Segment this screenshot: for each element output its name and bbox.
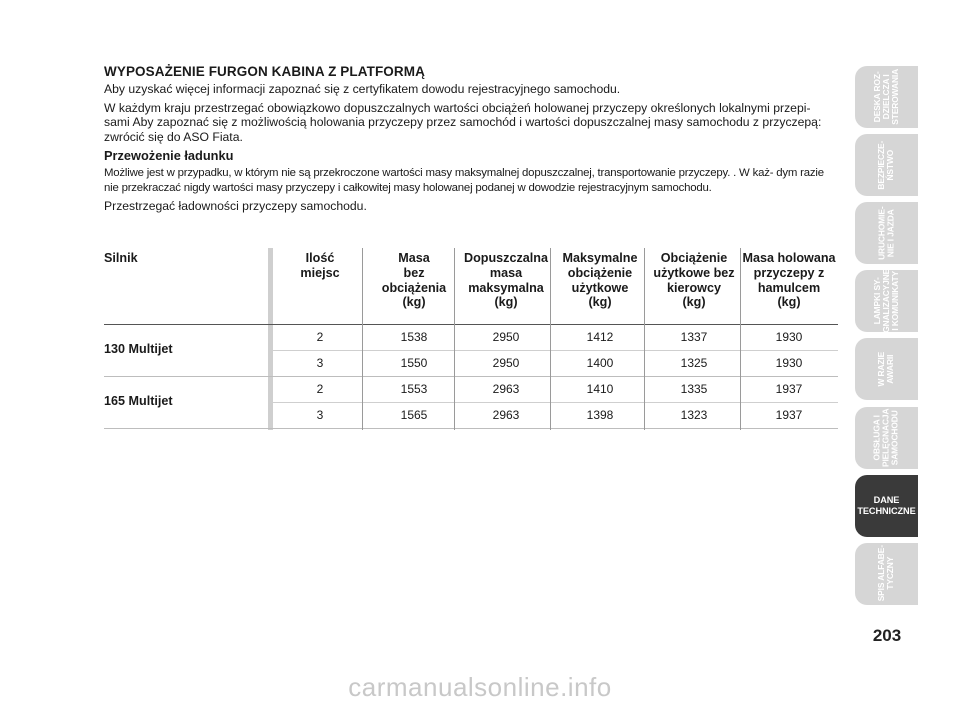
table-cell: 1412 <box>586 330 614 344</box>
table-cell: 2963 <box>492 382 520 396</box>
header-col-1: Ilość miejsc <box>300 251 340 280</box>
column-divider <box>454 248 455 430</box>
specs-table <box>104 248 838 422</box>
column-divider <box>550 248 551 430</box>
table-cell: 1323 <box>680 408 708 422</box>
table-cell: 1930 <box>775 356 803 370</box>
tab-chapter-6[interactable] <box>855 407 918 469</box>
tab-chapter-7[interactable] <box>855 475 918 537</box>
tab-label: DANE TECHNICZNE <box>857 494 916 516</box>
table-cell: 1937 <box>775 408 803 422</box>
tab-label: W RAZIE AWARII <box>876 352 896 387</box>
table-cell: 1930 <box>775 330 803 344</box>
table-cell: 2 <box>316 330 324 344</box>
tab-chapter-5[interactable] <box>855 338 918 400</box>
tab-label: SPIS ALFABE- TYCZNY <box>876 545 896 602</box>
table-header <box>104 248 838 324</box>
paragraph-towing: W każdym kraju przestrzegać obowiązkowo dopuszczalnych wartości obciążeń holowanej przyczepy określonych lokalnymi przepi- sami Aby zapoznać się z możliwością holowania przyczepy przez samochód i wartości dopuszczalnej masy samochodu z przyczepą: zwrócić się do ASO Fiata. <box>104 100 822 144</box>
table-cell: 3 <box>316 408 324 422</box>
tab-chapter-3[interactable] <box>855 202 918 264</box>
table-cell: 1553 <box>400 382 428 396</box>
header-engine: Silnik <box>104 251 138 265</box>
tab-chapter-4[interactable] <box>855 270 918 332</box>
paragraph-info: Aby uzyskać więcej informacji zapoznać się z certyfikatem dowodu rejestracyjnego samochodu. <box>104 82 621 96</box>
table-cell: 2950 <box>492 356 520 370</box>
table-cell: 1937 <box>775 382 803 396</box>
tab-label: LAMPKI SY- GNALIZACYJNE I KOMUNIKATY <box>871 269 901 334</box>
tab-chapter-8[interactable] <box>855 543 918 605</box>
table-cell: 1410 <box>586 382 614 396</box>
tab-chapter-2[interactable] <box>855 134 918 196</box>
table-cell: 1400 <box>586 356 614 370</box>
engine-label: 165 Multijet <box>104 394 173 408</box>
tab-label: URUCHOMIE- NIE I JAZDA <box>876 206 896 260</box>
header-rule <box>104 324 838 325</box>
engine-label: 130 Multijet <box>104 342 173 356</box>
column-divider <box>362 248 363 430</box>
column-divider <box>740 248 741 430</box>
page-number: 203 <box>872 626 902 645</box>
table-cell: 3 <box>316 356 324 370</box>
header-col-2: Masa bez obciążenia (kg) <box>381 251 447 310</box>
tab-chapter-1[interactable] <box>855 66 918 128</box>
watermark: carmanualsonline.info <box>348 672 612 702</box>
table-cell: 1335 <box>680 382 708 396</box>
group-rule <box>104 428 838 429</box>
header-col-3: Dopuszczalna masa maksymalna (kg) <box>464 251 548 310</box>
group-rule <box>104 376 838 377</box>
tab-label: OBSŁUGA I PIELĘGNACJA SAMOCHODU <box>871 408 901 467</box>
table-cell: 1550 <box>400 356 428 370</box>
row-rule <box>272 402 838 403</box>
paragraph-cargo: Możliwe jest w przypadku, w którym nie są przekroczone wartości masy maksymalnej dopuszczalnej, transportowanie przyczepy. . W każ- dym razie nie przekraczać nigdy wartości masy przyczepy i całkowitej masy holowanej podanej w dowodzie rejestracyjnym samochodu. <box>104 167 824 194</box>
tab-label: BEZPIECZE- ŃSTWO <box>876 140 896 190</box>
row-rule <box>272 350 838 351</box>
table-cell: 2950 <box>492 330 520 344</box>
section-heading: WYPOSAŻENIE FURGON KABINA Z PLATFORMĄ <box>104 64 425 79</box>
table-cell: 1337 <box>680 330 708 344</box>
paragraph-trailer: Przestrzegać ładowności przyczepy samochodu. <box>104 199 367 213</box>
column-divider <box>644 248 645 430</box>
table-cell: 1565 <box>400 408 428 422</box>
table-cell: 1538 <box>400 330 428 344</box>
table-cell: 1325 <box>680 356 708 370</box>
table-cell: 2963 <box>492 408 520 422</box>
header-col-6: Masa holowana przyczepy z hamulcem (kg) <box>742 251 836 310</box>
document-body <box>104 64 838 218</box>
tab-label: DESKA ROZ- DZIELCZA I STEROWANIA <box>871 69 901 125</box>
header-col-4: Maksymalne obciążenie użytkowe (kg) <box>562 251 638 310</box>
header-col-5: Obciążenie użytkowe bez kierowcy (kg) <box>653 251 735 310</box>
table-cell: 1398 <box>586 408 614 422</box>
table-cell: 2 <box>316 382 324 396</box>
subheading-cargo: Przewożenie ładunku <box>104 148 234 163</box>
